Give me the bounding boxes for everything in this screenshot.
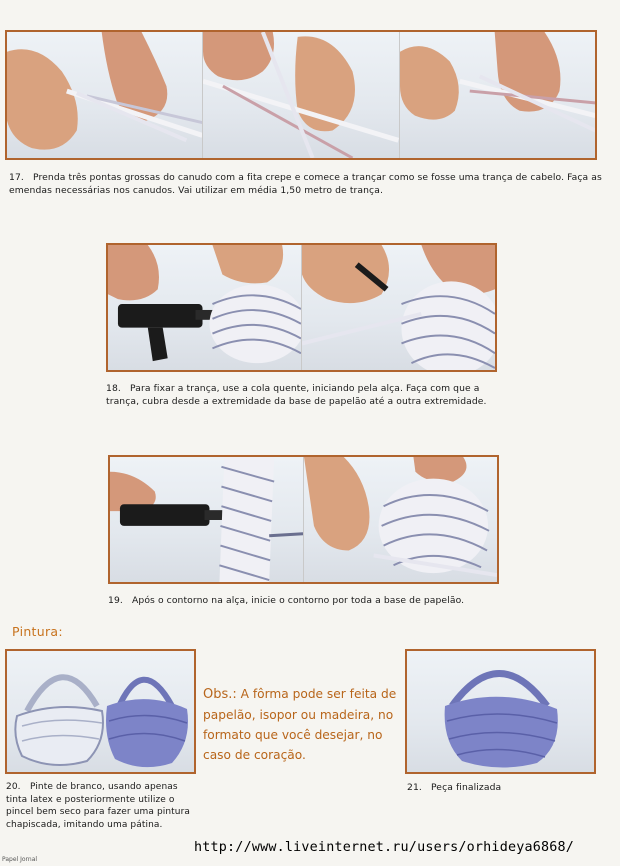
obs-text: A fôrma pode ser feita de papelão, isopor ou madeira, no formato que você desejar, no caso de coração. [203,687,397,762]
step21-text [407,781,597,794]
step19-photo-2 [304,457,497,582]
step20-number: 20. [6,782,21,792]
step19-number: 19. [108,595,123,606]
pintura-heading: Pintura: [12,624,63,639]
step21-body: Peça finalizada [431,782,502,793]
obs-label: Obs.: [203,687,237,702]
step20-photo [5,649,196,774]
step17-photo-3 [400,32,595,158]
step17-number: 17. [9,172,24,183]
step17-photo-1 [7,32,203,158]
step18-text [106,382,506,408]
woven-basket-icon [304,457,497,582]
step19-text [108,594,508,607]
step17-body: Prenda três pontas grossas do canudo com a fita crepe e comece a trançar como se fosse uma trança de cabelo. Faça as emendas necessárias nos canudos. Vai utilizar em média 1,50 metro de trança. [9,172,602,196]
step17-text [9,171,609,197]
step21-photo [405,649,596,774]
step18-photo-1 [108,245,302,370]
step18-body: Para fixar a trança, use a cola quente, iniciando pela alça. Faça com que a trança, cubra desde a extremidade da base de papelão até a outra extremidade. [106,383,487,407]
step18-photo-2 [302,245,495,370]
step20-body: Pinte de branco, usando apenas tinta latex e posteriormente utilize o pincel bem seco para fazer uma pintura chapiscada, imitando uma pátina. [6,782,191,830]
step18-photo-strip [106,243,497,372]
source-url-watermark: http://www.liveinternet.ru/users/orhideya6868/ [194,840,575,855]
step19-photo-1 [110,457,304,582]
hands-braiding-icon [7,32,202,158]
step17-photo-strip [5,30,597,160]
step21-photo-inner [407,651,594,772]
publisher-credit: Papel Jornal [2,856,38,863]
step19-body: Após o contorno na alça, inicie o contorno por toda a base de papelão. [132,595,465,606]
step21-number: 21. [407,782,422,793]
step20-text [6,781,200,831]
glue-gun-icon [108,245,301,370]
step18-number: 18. [106,383,121,394]
step19-photo-strip [108,455,499,584]
step17-photo-2 [203,32,399,158]
obs-note [203,684,399,765]
step20-photo-inner [7,651,194,772]
